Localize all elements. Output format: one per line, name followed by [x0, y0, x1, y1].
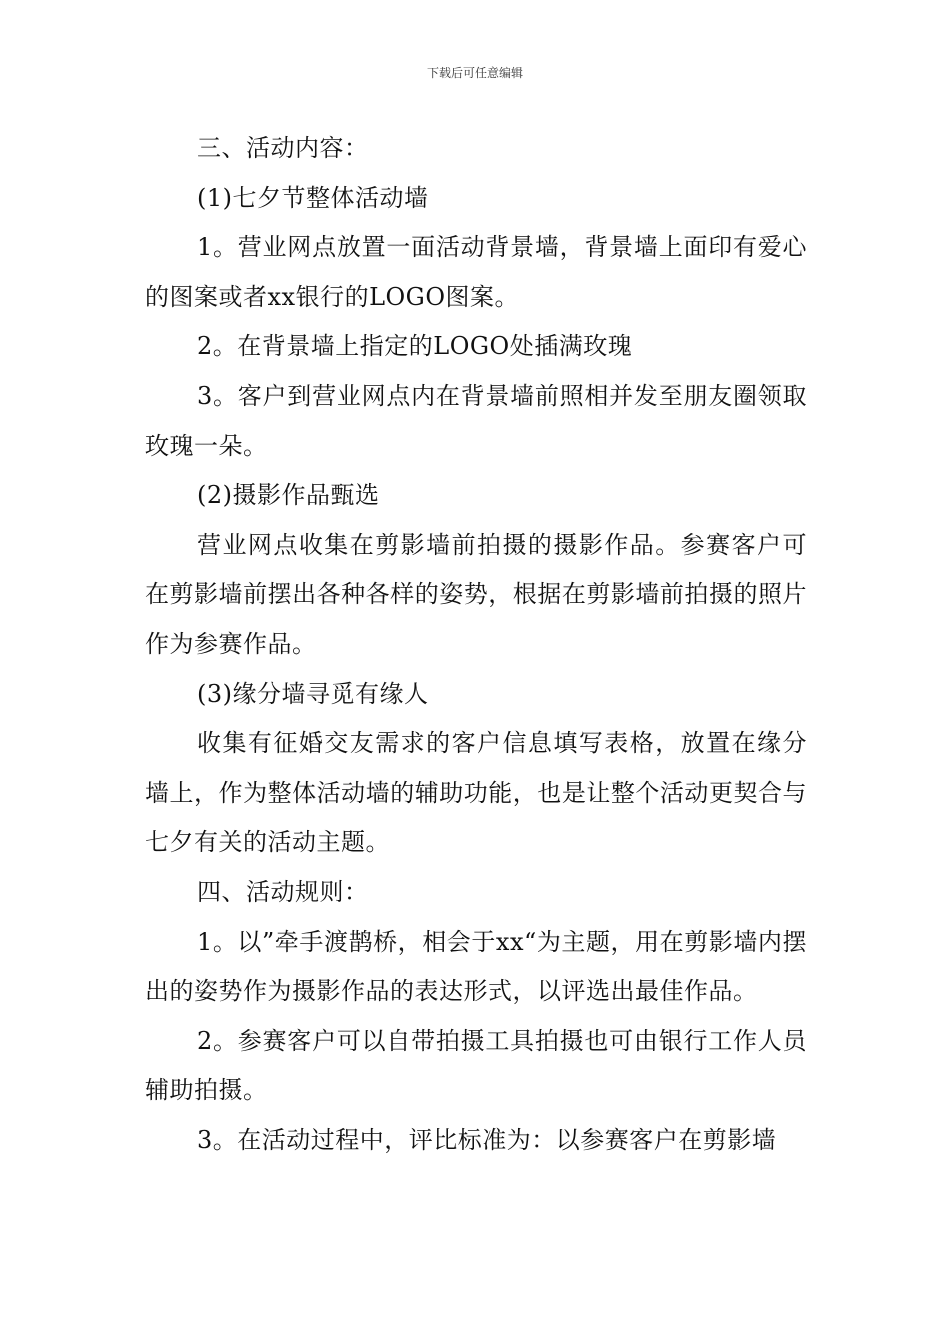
- paragraph: 1。以”牵手渡鹊桥，相会于xx“为主题，用在剪影墙内摆出的姿势作为摄影作品的表达形式，以评选出最佳作品。: [145, 927, 807, 1006]
- paragraph: 营业网点收集在剪影墙前拍摄的摄影作品。参赛客户可在剪影墙前摆出各种各样的姿势，根据在剪影墙前拍摄的照片作为参赛作品。: [145, 530, 807, 658]
- paragraph: 1。营业网点放置一面活动背景墙，背景墙上面印有爱心的图案或者xx银行的LOGO图案。: [145, 233, 807, 311]
- paragraph: 3。客户到营业网点内在背景墙前照相并发至朋友圈领取玫瑰一朵。: [145, 381, 807, 460]
- document-body: [145, 124, 807, 1165]
- subsection-heading-destiny-wall: (3)缘分墙寻觅有缘人: [197, 679, 429, 708]
- subsection-heading-photography: (2)摄影作品甄选: [197, 481, 380, 510]
- subsection-heading-activity-wall: (1)七夕节整体活动墙: [197, 183, 429, 212]
- paragraph: 2。在背景墙上指定的LOGO处插满玫瑰: [197, 332, 633, 361]
- paragraph: 收集有征婚交友需求的客户信息填写表格，放置在缘分墙上，作为整体活动墙的辅助功能，也是让整个活动更契合与七夕有关的活动主题。: [145, 729, 807, 857]
- page-header: 下载后可任意编辑: [426, 66, 523, 80]
- section-heading-content: 三、活动内容：: [197, 134, 369, 162]
- section-heading-rules: 四、活动规则：: [197, 877, 369, 906]
- paragraph: 2。参赛客户可以自带拍摄工具拍摄也可由银行工作人员辅助拍摄。: [145, 1026, 807, 1105]
- paragraph: 3。在活动过程中，评比标准为：以参赛客户在剪影墙: [197, 1125, 777, 1154]
